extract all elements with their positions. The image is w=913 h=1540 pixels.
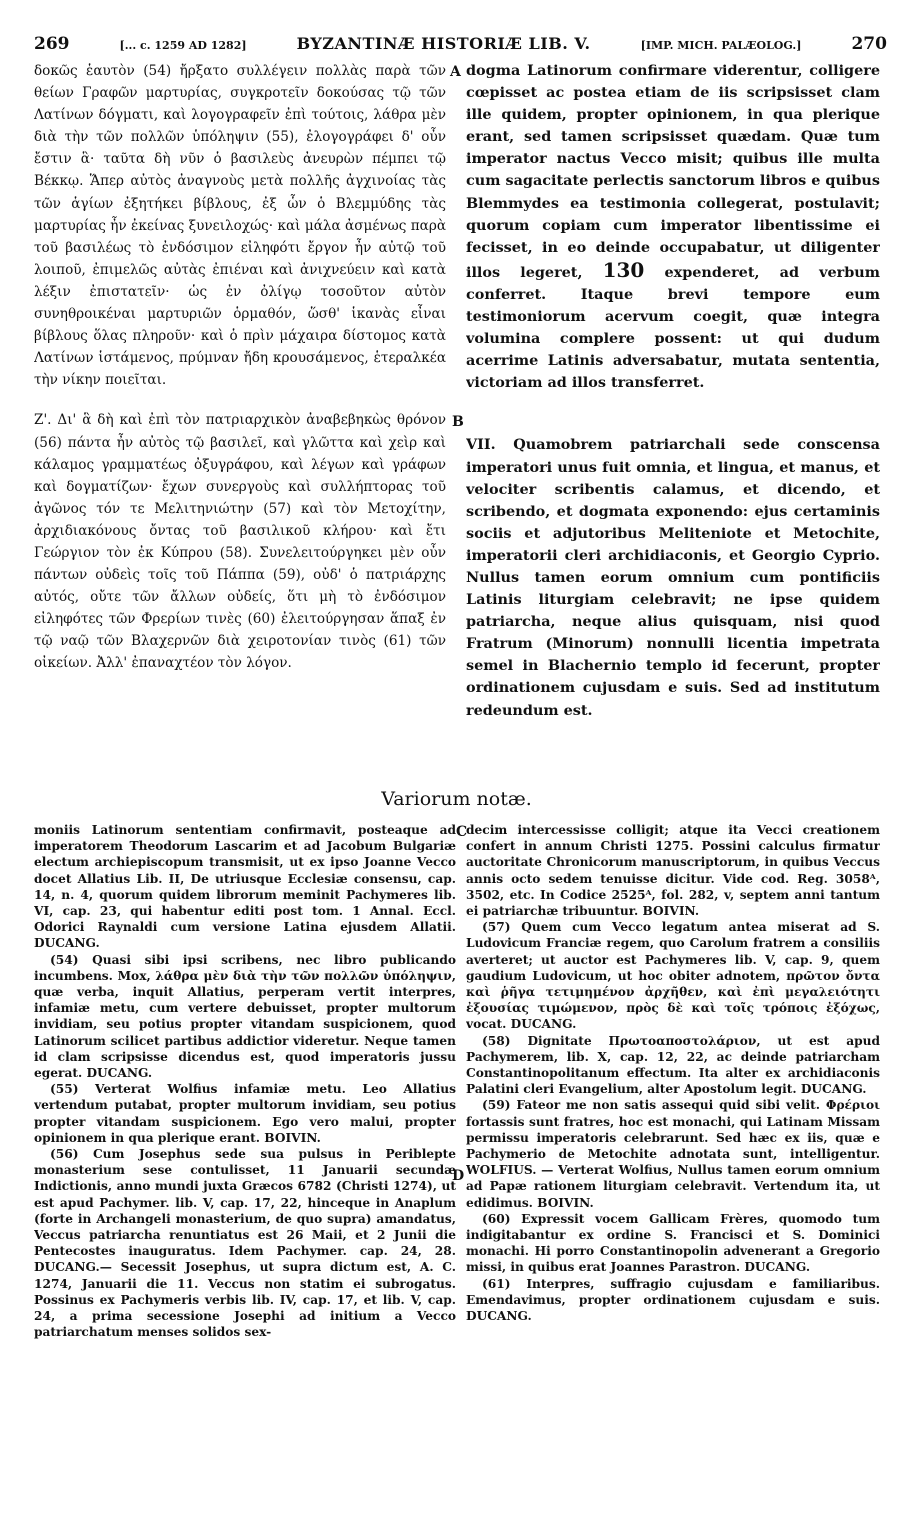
footnote: (54) Quasi sibi ipsi scribens, nec libro publicando incumbens. Mox, λάθρα μὲν διὰ τὴν τῶν πολλῶν ὑπόληψιν, quæ verba, inquit Allatius, perperam vertit interpres, infamiæ metu, cum vertere debuisset, propter multorum invidiam, seu potius propter vitandam suspicionem, quod Latinorum scilicet partibus addictior videretur. Neque tamen id clam scripsisse dicendus est, quod imperatoris jussu egerat. DUCANG.: [34, 952, 456, 1081]
footnote: moniis Latinorum sententiam confirmavit, posteaque ad imperatorem Theodorum Lascarim et ad Jacobum Bulgariæ electum archiepiscopum transmisit, ut ex ipso Joanne Vecco docet Allatius Lib. II, De utriusque Ecclesiæ consensu, cap. 14, n. 4, quorum quidem librorum meminit Pachymeres lib. VI, cap. 23, qui habentur editi post tom. 1 Annal. Eccl. Odorici Raynaldi cum versione Latina ejusdem Allatii. DUCANG.: [34, 823, 456, 951]
latin-translation-column: [466, 60, 880, 760]
section-marker-c: C: [456, 824, 468, 840]
footnote: (56) Cum Josephus sede sua pulsus in Periblepte monasterium sese contulisset, 11 Januarii secundæ Indictionis, anno mundi juxta Græcos 6782 (Christi 1274), ut est apud Pachymer. lib. V, cap. 17, 22, hinceque in Anaplum (forte in Archangeli monasterium, de quo supra) amandatus, Veccus patriarcha renuntiatus est 26 Maii, et 2 Junii die Pentecostes inauguratus. Idem Pachymer. cap. 24, 28. DUCANG.— Secessit Josephus, ut supra dictum est, A. C. 1274, Januarii die 11. Veccus non statim ei subrogatus. Possinus ex Pachymeris verbis lib. IV, cap. 17, et lib. V, cap. 24, a prima secessione Josephi ad initium a Vecco patriarchatum menses solidos sex-: [34, 1147, 456, 1340]
notes-right-column: [466, 822, 880, 1522]
latin-text: dogma Latinorum confirmare viderentur, colligere cœpisset ac postea etiam de iis scripsisset clam ille quidem, propter opinionem, in qua plerique erant, sed tamen scripsisset quædam. Quæ tum imperator nactus Vecco misit; quibus ille multa cum sagacitate perlectis sanctorum libros e quibus Blemmydes ea testimonia collegerat, postulavit; quorum copiam cum imperator libentissime ei fecisset, in eo deinde occupabatur, ut diligenter illos legeret,: [466, 62, 880, 281]
date-range: [... c. 1259 AD 1282]: [119, 39, 247, 52]
footnote: decim intercessisse colligit; atque ita Vecci creationem confert in annum Christi 1275. Possini calculus firmatur auctoritate Chronicorum manuscriptorum, in quibus Veccus annis octo sedem tenuisse dicitur. Vide cod. Reg. 3058ᴬ, 3502, etc. In Codice 2525ᴬ, fol. 282, v, septem anni tantum ei patriarchæ tribuuntur. BOIVIN.: [466, 823, 880, 919]
footnote: (57) Quem cum Vecco legatum antea miserat ad S. Ludovicum Franciæ regem, quo Carolum fratrem a consiliis averteret; ut auctor est Pachymeres lib. V, cap. 9, quem gaudium Ludovicum, ut hoc obiter adnotem, πρῶτον ὄντα καὶ ῥῆγα τετιμημένον ἀρχῆθεν, καὶ ἐπὶ μεγαλειότητι ἐξουσίας τιμώμενον, πρὸς δὲ καὶ τοῖς τρόποις ἐξόχως, vocat. DUCANG.: [466, 920, 880, 1032]
running-title: BYZANTINÆ HISTORIÆ LIB. V.: [296, 34, 591, 53]
page-number-right: 270: [851, 34, 887, 54]
latin-paragraph: VII. Quamobrem patriarchali sede conscensa imperatori unus fuit omnia, et lingua, et manus, et velociter scribentis calamus, et dicendo, et scribendo, et dogmata exponendo: ejus certaminis sociis et adjutoribus Meliteniote et Metochite, imperatorii cleri archidiaconis, et Georgio Cyprio. Nullus tamen eorum omnium cum pontificiis Latinis liturgiam celebravit; ne ipse quidem patriarcha, neque alius quisquam, nisi quod Fratrum (Minorum) nonnulli licentia impetrata semel in Blachernio templo id fecerunt, propter ordinationem cujusdam e suis. Sed ad institutum redeundum est.: [466, 436, 880, 719]
page-number-inline: 130: [602, 257, 645, 282]
section-marker-a: A: [450, 64, 461, 80]
footnote: (55) Verterat Wolfius infamiæ metu. Leo Allatius vertendum putabat, propter multorum invidiam, seu potius propter vitandam suspicionem. Ego vero malui, propter opinionem in qua plerique erant. BOIVIN.: [34, 1082, 456, 1145]
notes-left-column: [34, 822, 456, 1522]
footnote: (58) Dignitate Πρωτοαποστολάριον, ut est apud Pachymerem, lib. X, cap. 12, 22, ac deinde patriarcham Constantinopolitanum effectum. Ita alter ex archidiaconis Palatini cleri Evangelium, alter Apostolum legit. DUCANG.: [466, 1033, 880, 1097]
page-number-left: 269: [34, 34, 70, 54]
footnote: (60) Expressit vocem Gallicam Frères, quomodo tum indigitabantur ex ordine S. Francisci et S. Dominici monachi. Hi porro Constantinopolin advenerant a Gregorio missi, in quibus erat Joannes Parastron. DUCANG.: [466, 1211, 880, 1275]
section-marker-d: D: [452, 1168, 465, 1184]
footnote: (59) Fateor me non satis assequi quid sibi velit. Φρέριοι fortassis sunt fratres, hoc est monachi, qui Latinam Missam permissu imperatoris celebrarunt. Sed hæc ex iis, quæ e Pachymerio de Metochite adnotata sunt, intelligentur. WOLFIUS. — Verterat Wolfius, Nullus tamen eorum omnium ad Papæ rationem liturgiam celebravit. Vertendum ita, ut edidimus. BOIVIN.: [466, 1098, 880, 1210]
latin-text: expenderet, ad verbum conferret. Itaque brevi tempore eum testimoniorum acervum coegit, quæ integra volumina complere possent: ut qui dudum acerrime Latinis adversabatur, mutata sententia, victoriam ad illos transferret.: [466, 263, 880, 392]
section-marker-b: B: [452, 414, 464, 430]
greek-text-column: [34, 60, 446, 760]
greek-paragraph: Ζ'. Δι' ἃ δὴ καὶ ἐπὶ τὸν πατριαρχικὸν ἀναβεβηκὼς θρόνον (56) πάντα ἦν αὐτὸς τῷ βασιλεῖ, καὶ γλῶττα καὶ χεὶρ καὶ κάλαμος γραμματέως ὀξυγράφου, καὶ λέγων καὶ γράφων καὶ δογματίζων· ἔχων συνεργοὺς καὶ συλλήπτορας τοῦ ἀγῶνος τόν τε Μελιτηνιώτην (57) καὶ τὸν Μετοχίτην, ἀρχιδιακόνους ὄντας τοῦ βασιλικοῦ κλήρου· καὶ ἔτι Γεώργιον τὸν ἐκ Κύπρου (58). Συνελειτούργηκει μὲν οὖν πάντων οὐδεὶς τοῖς τοῦ Πάππα (59), οὐδ' ὁ πατριάρχης αὐτός, οὔτε τῶν ἄλλων οὐδείς, ὅτι μὴ τὸ ἐνδόσιμον εἰληφότες τῶν Φρερίων τινὲς (60) ἐλειτούργησαν ἅπαξ ἐν τῷ ναῷ τῶν Βλαχερνῶν διὰ χειροτονίαν τινὸς (61) τῶν οἰκείων. Ἀλλ' ἐπαναχτέον τὸν λόγον.: [34, 412, 446, 672]
greek-paragraph: δοκῶς ἑαυτὸν (54) ἤρξατο συλλέγειν πολλὰς παρὰ τῶν θείων Γραφῶν μαρτυρίας, συγκροτεῖν δοκούσας τῷ τῶν Λατίνων δόγματι, καὶ λογογραφεῖν ἐπὶ τούτοις, λάθρα μὲν διὰ τὴν τῶν πολλῶν ὑπόληψιν (55), ἐλογογράφει δ' οὖν ἔστιν ἃ· ταῦτα δὴ νῦν ὁ βασιλεὺς ἀνευρὼν πέμπει τῷ Βέκκῳ. Ἅπερ αὐτὸς ἀναγνοὺς μετὰ πολλῆς ἀγχινοίας τὰς τῶν ἁγίων ἐξητήκει βίβλους, ἐξ ὧν ὁ Βλεμμύδης τὰς μαρτυρίας ἦν ἐκείνας ξυνειλοχώς· καὶ μάλα ἀσμένως παρὰ τοῦ βασιλέως τὸ ἐνδόσιμον εἰληφότι ἔργον ἦν αὐτῷ τοῦ λοιποῦ, ἐπιμελῶς αὐτὰς ἐπιέναι καὶ ἀνιχνεύειν καὶ κατὰ λέξιν ἐπιστατεῖν· ὡς ἐν ὀλίγῳ τοσοῦτον αὐτὸν συνηθροικέναι μαρτυριῶν ὁρμαθόν, ὥσθ' ἱκανὰς εἶναι βίβλους ὅλας πληροῦν· καὶ ὁ πρὶν μάχαιρα δίστομος κατὰ Λατίνων ἱστάμενος, πρύμναν ἤδη κρουσάμενος, ἑτεραλκέα τὴν νίκην ποιεῖται.: [34, 63, 446, 389]
page-header: [34, 34, 887, 56]
latin-paragraph: [466, 60, 880, 394]
footnote: (61) Interpres, suffragio cujusdam e familiaribus. Emendavimus, propter ordinationem cujusdam e suis. DUCANG.: [466, 1276, 880, 1324]
notes-heading: Variorum notæ.: [381, 788, 532, 810]
emperor-label: [IMP. MICH. PALÆOLOG.]: [640, 39, 802, 52]
